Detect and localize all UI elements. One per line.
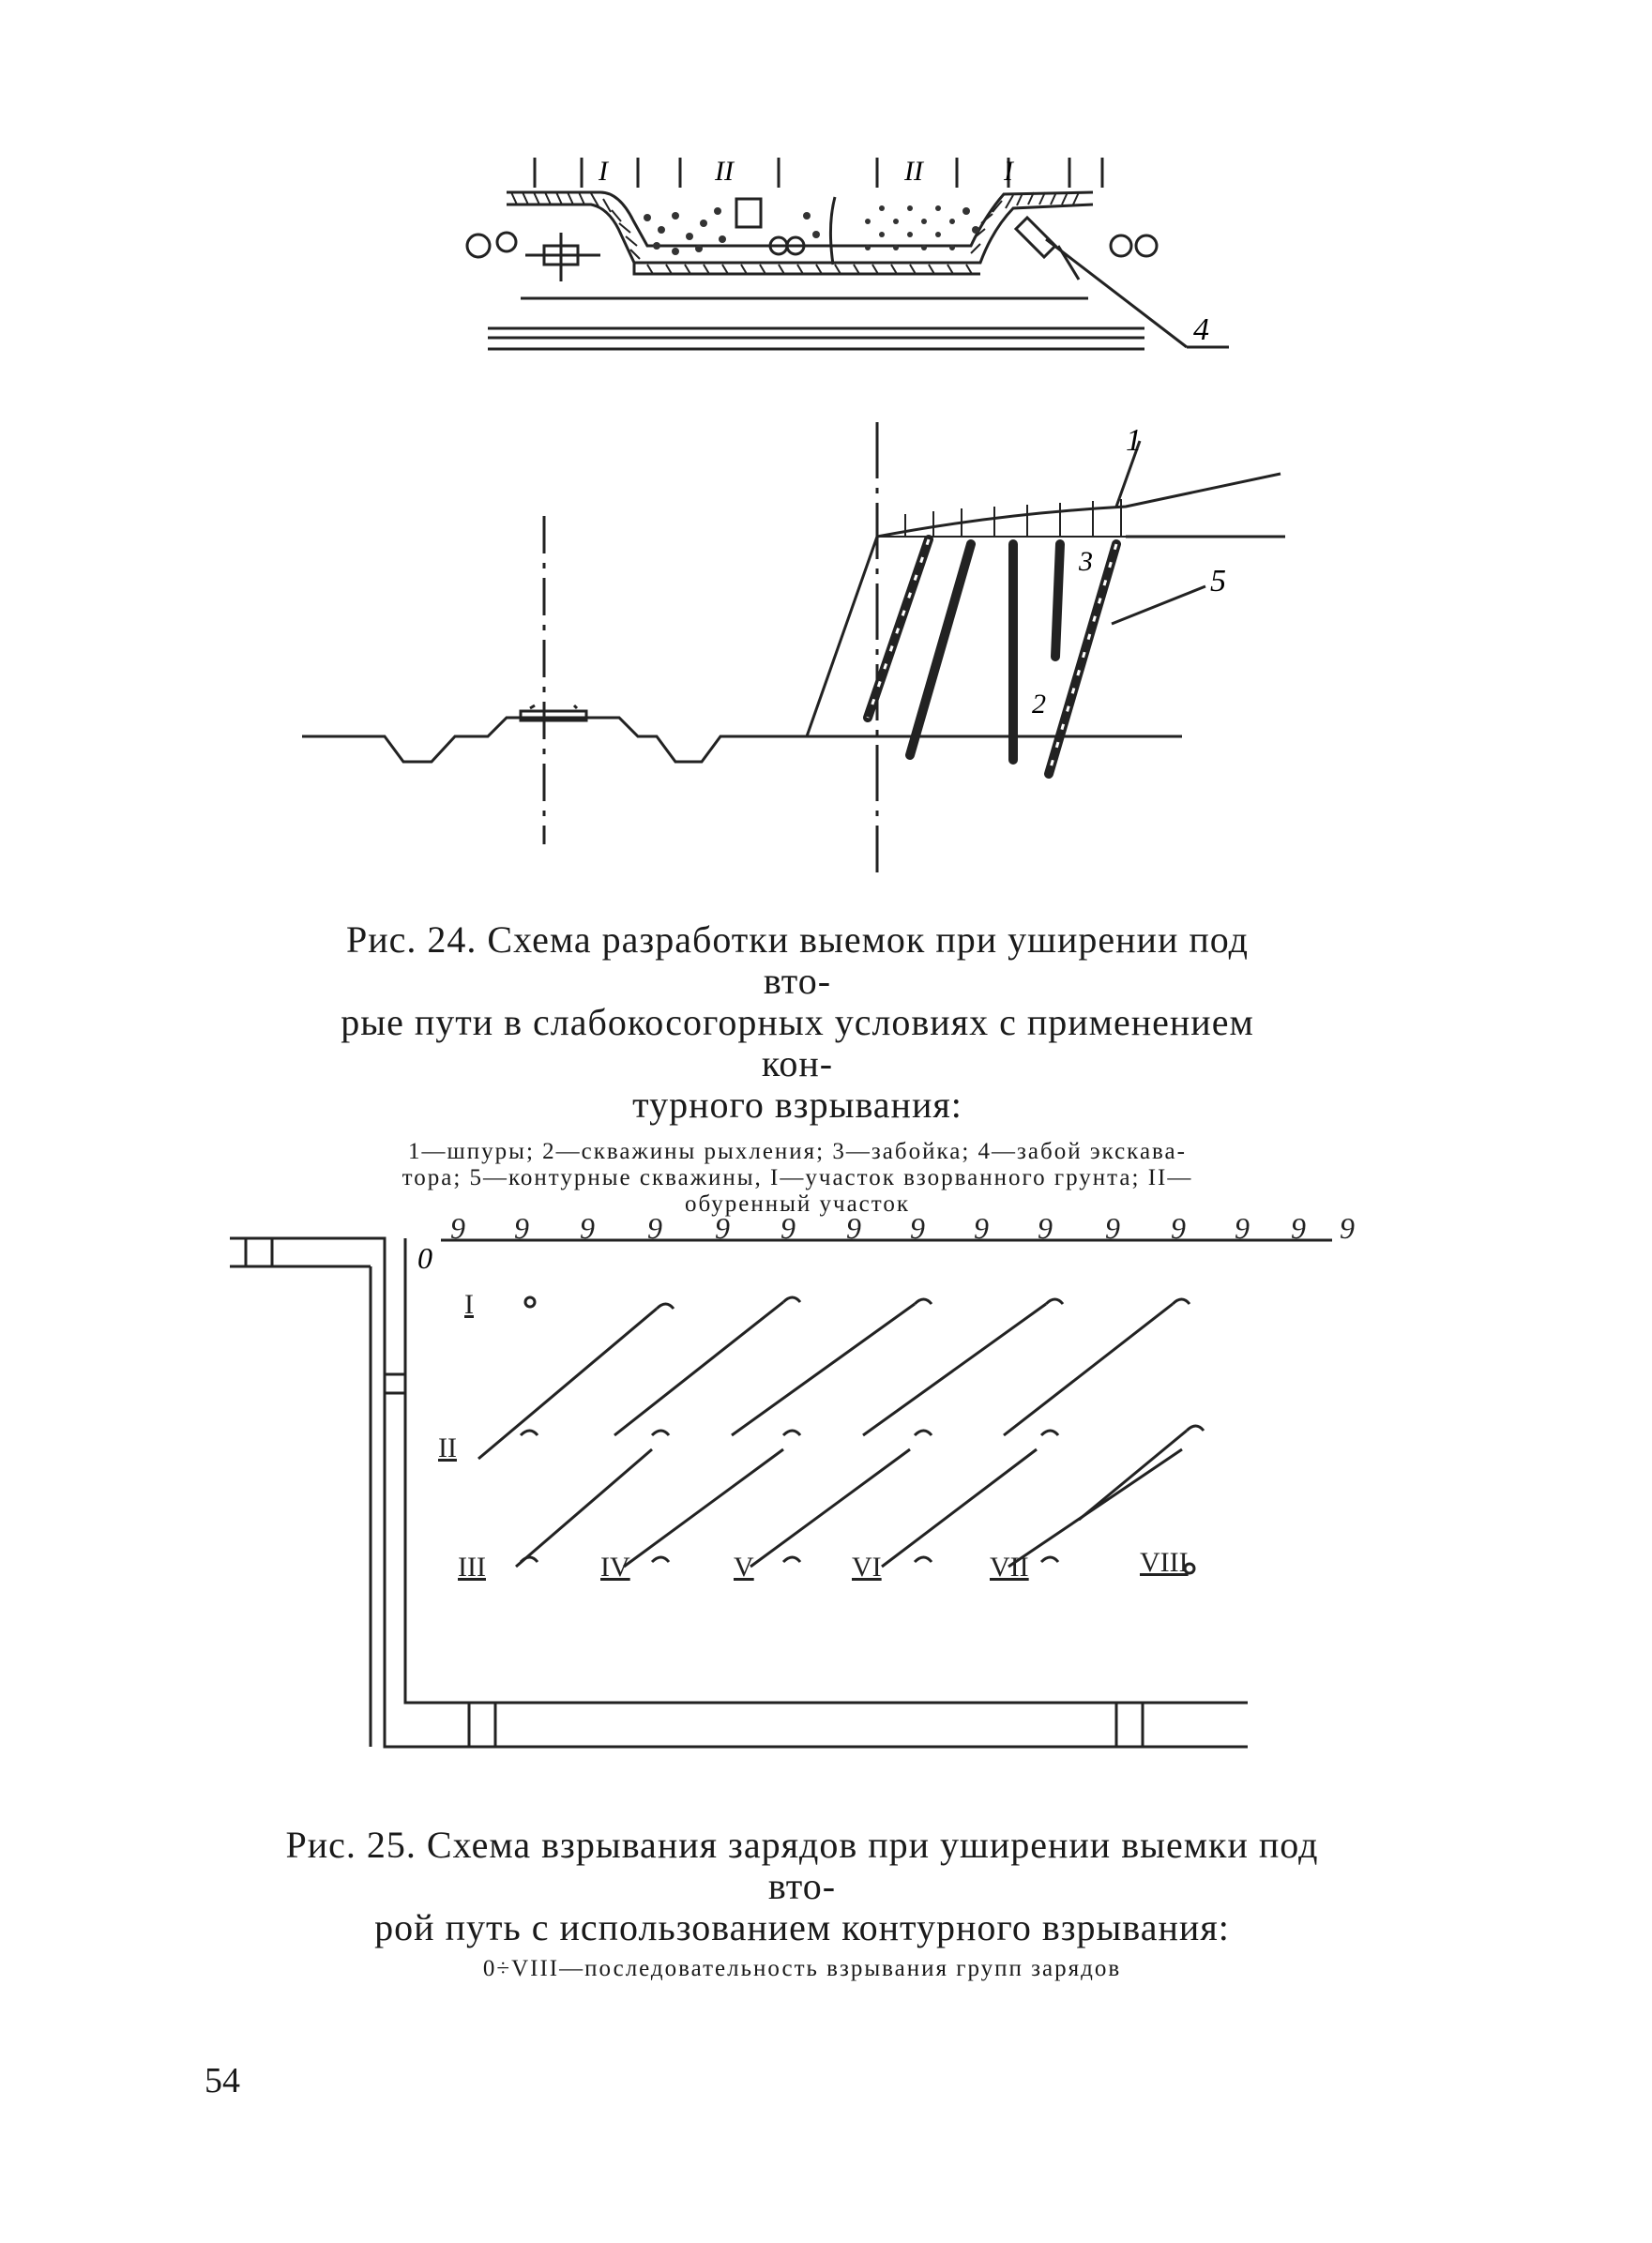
f24-top-label-1: I <box>599 156 608 187</box>
f24-caption-line-1: Рис. 24. Схема разработки выемок при уширении под вто- <box>346 918 1249 1002</box>
figure-25-caption <box>272 1825 1332 1982</box>
f25-group-label-7: VII <box>990 1552 1029 1583</box>
figure-24-plan <box>0 0 1652 394</box>
f25-mark: 9 <box>715 1211 730 1245</box>
figure-24-caption <box>319 919 1276 1218</box>
f24-top-label-3: II <box>904 156 923 187</box>
f24-caption-line-2: рые пути в слабокосогорных условиях с применением кон- <box>341 1001 1254 1084</box>
f25-group-label-3: III <box>458 1552 486 1583</box>
figure-25 <box>0 1182 1652 1782</box>
f25-mark: 9 <box>974 1211 989 1245</box>
f25-mark: 9 <box>1340 1211 1355 1245</box>
f24-label-2: 2 <box>1032 689 1046 720</box>
f25-mark: 9 <box>647 1211 662 1245</box>
f25-group-label-8: VIII <box>1140 1547 1189 1578</box>
f25-mark: 9 <box>1291 1211 1306 1245</box>
f25-row-zero-label: 0 <box>417 1241 432 1275</box>
f24-top-label-2: II <box>715 156 734 187</box>
f25-caption-line-2: рой путь с использованием контурного взрывания: <box>374 1906 1230 1948</box>
f24-legend-line-3: обуренный участок <box>684 1191 911 1217</box>
f25-group-label-5: V <box>734 1552 754 1583</box>
f25-caption-line-1: Рис. 25. Схема взрывания зарядов при уширении выемки под вто- <box>285 1824 1319 1907</box>
figure-24-section <box>0 394 1652 882</box>
f25-mark: 9 <box>580 1211 595 1245</box>
f25-mark: 9 <box>1171 1211 1186 1245</box>
f24-label-5: 5 <box>1210 564 1226 599</box>
f25-group-label-2: II <box>438 1432 457 1463</box>
f24-label-1: 1 <box>1126 423 1142 458</box>
f24-legend-line-2: тора; 5—контурные скважины, I—участок взорванного грунта; II— <box>402 1165 1193 1190</box>
f24-label-3: 3 <box>1079 546 1093 577</box>
f24-caption-line-3: турного взрывания: <box>632 1084 962 1126</box>
f25-mark: 9 <box>846 1211 861 1245</box>
f25-mark: 9 <box>1235 1211 1250 1245</box>
f25-mark: 9 <box>910 1211 925 1245</box>
f25-mark: 9 <box>1105 1211 1120 1245</box>
f24-callout-4: 4 <box>1193 312 1209 347</box>
f24-top-label-4: I <box>1004 156 1013 187</box>
f25-mark: 9 <box>1038 1211 1053 1245</box>
f24-legend-line-1: 1—шпуры; 2—скважины рыхления; 3—забойка; 4—забой экскава- <box>408 1139 1187 1164</box>
f25-mark: 9 <box>781 1211 796 1245</box>
f25-legend-line-1: 0÷VIII—последовательность взрывания групп зарядов <box>482 1956 1122 1981</box>
f25-group-label-4: IV <box>600 1552 630 1583</box>
f25-group-label-1: I <box>464 1289 474 1320</box>
f25-mark: 9 <box>514 1211 529 1245</box>
f25-mark: 9 <box>450 1211 465 1245</box>
f25-group-label-6: VI <box>852 1552 882 1583</box>
page-number: 54 <box>205 2061 240 2100</box>
